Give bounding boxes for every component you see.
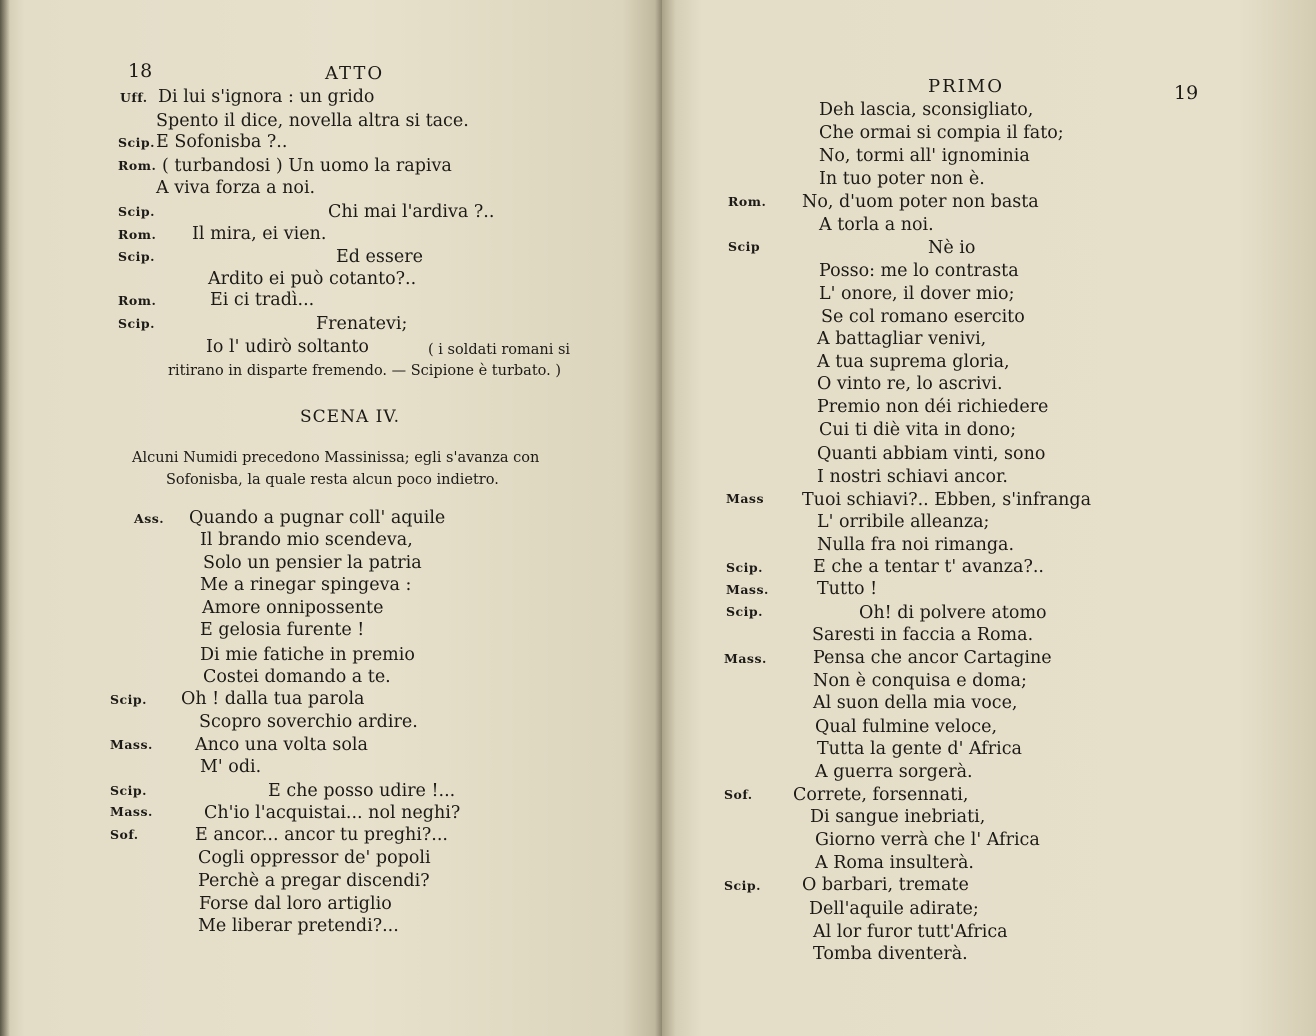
verse-line: Posso: me lo contrasta [819,261,1019,281]
scene-direction: Alcuni Numidi precedono Massinissa; egli s'avanza con [132,450,540,466]
verse-line: E che posso udire !... [268,781,456,801]
verse-line: E gelosia furente ! [200,620,365,640]
verse-line: Ei ci tradì... [210,290,315,310]
verse-line: Non è conquisa e doma; [813,671,1027,691]
verse-line: Io l' udirò soltanto [206,337,369,357]
verse-line: Tutta la gente d' Africa [817,739,1022,759]
verse-line: L' onore, il dover mio; [819,284,1015,304]
verse-line: Forse dal loro artiglio [199,894,392,914]
verse-line: Me liberar pretendi?... [198,916,399,936]
verse-line: Scopro soverchio ardire. [199,712,418,732]
speaker-label: Mass. [110,737,153,752]
verse-line: No, d'uom poter non basta [802,192,1039,212]
scene-title: SCENA IV. [300,407,401,427]
page-number-right: 19 [1174,82,1199,104]
verse-line: Di lui s'ignora : un grido [158,87,375,107]
verse-line: Solo un pensier la patria [203,553,422,573]
verse-line: Tutto ! [817,579,878,599]
speaker-label: Rom. [118,158,157,173]
verse-line: Anco una volta sola [195,735,368,755]
speaker-label: Scip. [118,249,155,264]
verse-line: Correte, forsennati, [793,785,969,805]
speaker-label: Scip. [726,604,763,619]
speaker-label: Scip. [118,204,155,219]
verse-line: Amore onnipossente [202,598,384,618]
speaker-label: Mass [726,491,765,506]
verse-line: Deh lascia, sconsigliato, [819,100,1034,120]
speaker-label: Scip. [118,316,155,331]
verse-line: Qual fulmine veloce, [815,717,998,737]
verse-line: Quanti abbiam vinti, sono [817,444,1046,464]
verse-line: Chi mai l'ardiva ?.. [328,202,495,222]
verse-line: E che a tentar t' avanza?.. [813,557,1044,577]
verse-line: Il mira, ei vien. [192,224,327,244]
verse-line: Oh! di polvere atomo [859,603,1047,623]
verse-line: A tua suprema gloria, [817,352,1010,372]
speaker-label: Scip [728,239,761,254]
verse-line: Nè io [928,238,976,258]
verse-line: Costei domando a te. [203,667,391,687]
verse-line: Perchè a pregar discendi? [198,871,430,891]
verse-line: No, tormi all' ignominia [819,146,1030,166]
verse-line: I nostri schiavi ancor. [817,467,1008,487]
stage-direction: ( i soldati romani si [428,342,571,358]
verse-line: Ardito ei può cotanto?.. [208,269,417,289]
verse-line: Tuoi schiavi?.. Ebben, s'infranga [802,490,1092,510]
page-edge-shadow [0,0,10,1036]
scene-direction: Sofonisba, la quale resta alcun poco indietro. [166,472,499,488]
verse-line: A battagliar venivi, [817,329,987,349]
speaker-label: Scip. [110,692,147,707]
stage-direction: ritirano in disparte fremendo. — Scipione è turbato. ) [168,363,562,379]
speaker-label: Scip. [724,878,761,893]
verse-line: Dell'aquile adirate; [809,899,979,919]
verse-line: O barbari, tremate [802,875,969,895]
verse-line: Cui ti diè vita in dono; [819,420,1017,440]
verse-line: Saresti in faccia a Roma. [812,625,1034,645]
verse-line: Frenatevi; [316,314,408,334]
verse-line: E Sofonisba ?.. [156,132,288,152]
verse-line: Oh ! dalla tua parola [181,689,365,709]
verse-line: Di mie fatiche in premio [200,645,415,665]
speaker-label: Rom. [118,293,157,308]
verse-line: ( turbandosi ) Un uomo la rapiva [162,156,452,176]
verse-line: Giorno verrà che l' Africa [815,830,1040,850]
verse-line: Ch'io l'acquistai... nol neghi? [204,803,461,823]
verse-line: E ancor... ancor tu preghi?... [195,825,448,845]
speaker-label: Scip. [726,560,763,575]
speaker-label: Ass. [134,511,165,526]
verse-line: Di sangue inebriati, [810,807,986,827]
speaker-label: Sof. [724,787,753,802]
running-head-left: ATTO [325,63,385,84]
verse-line: A Roma insulterà. [815,853,974,873]
page-number-left: 18 [128,60,153,82]
verse-line: Tomba diventerà. [813,944,968,964]
verse-line: Al suon della mia voce, [813,693,1018,713]
verse-line: A viva forza a noi. [156,178,316,198]
verse-line: Premio non déi richiedere [817,397,1049,417]
verse-line: Pensa che ancor Cartagine [813,648,1052,668]
speaker-label: Mass. [726,582,769,597]
verse-line: Spento il dice, novella altra si tace. [156,111,469,131]
verse-line: A torla a noi. [819,215,934,235]
verse-line: O vinto re, lo ascrivi. [817,374,1003,394]
verse-line: In tuo poter non è. [819,169,985,189]
verse-line: Cogli oppressor de' popoli [198,848,431,868]
verse-line: Al lor furor tutt'Africa [813,922,1008,942]
verse-line: A guerra sorgerà. [815,762,973,782]
speaker-label: Rom. [118,227,157,242]
speaker-label: Mass. [110,804,153,819]
speaker-label: Scip. [118,135,155,150]
verse-line: Me a rinegar spingeva : [200,575,412,595]
speaker-label: Scip. [110,783,147,798]
verse-line: Quando a pugnar coll' aquile [189,508,446,528]
speaker-label: Rom. [728,194,767,209]
verse-line: Ed essere [336,247,423,267]
speaker-label: Mass. [724,651,767,666]
right-page [662,0,1316,1036]
verse-line: Se col romano esercito [821,307,1025,327]
verse-line: Il brando mio scendeva, [200,530,413,550]
running-head-right: PRIMO [928,76,1004,97]
speaker-label: Uff. [120,90,148,105]
speaker-label: Sof. [110,827,139,842]
verse-line: Che ormai si compia il fato; [819,123,1064,143]
verse-line: L' orribile alleanza; [817,512,990,532]
verse-line: Nulla fra noi rimanga. [817,535,1015,555]
verse-line: M' odi. [200,757,262,777]
